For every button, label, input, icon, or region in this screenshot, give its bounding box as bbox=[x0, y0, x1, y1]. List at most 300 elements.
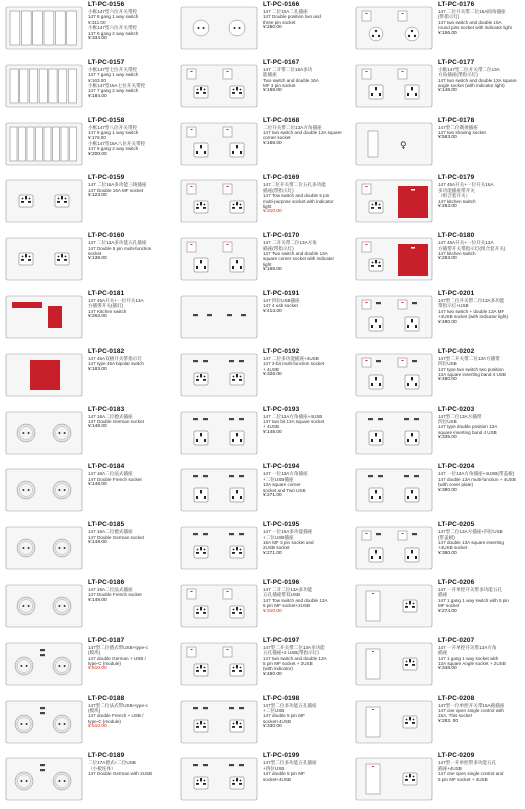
product-item bbox=[350, 231, 525, 289]
product-description-line: 147 kitchen switch bbox=[438, 251, 476, 256]
usb-port-shape bbox=[239, 764, 244, 766]
product-price: ¥:263.00 bbox=[438, 204, 457, 210]
product-description-line: round pins socket with indicator light bbox=[438, 25, 512, 31]
product-item bbox=[0, 751, 175, 809]
product-description-line: +二位USB插座 bbox=[263, 476, 294, 482]
mf-socket-shape bbox=[230, 373, 244, 385]
product-code: LT-PC-0203 bbox=[438, 405, 475, 413]
usb-port-shape bbox=[239, 533, 244, 535]
product-code: LT-PC-0193 bbox=[263, 405, 300, 413]
product-image bbox=[179, 467, 259, 513]
rocker-switch-shape bbox=[187, 127, 196, 137]
product-item bbox=[0, 173, 175, 231]
product-description-line: 147 two switch and double 15A bbox=[438, 19, 502, 25]
usb-port-shape bbox=[40, 707, 45, 709]
product-info bbox=[438, 637, 523, 673]
product-item bbox=[0, 405, 175, 463]
product-price: ¥:310.00 bbox=[263, 608, 282, 614]
product-description-line: (with cover plate) bbox=[438, 482, 473, 488]
product-code: LT-PC-0191 bbox=[263, 289, 300, 297]
product-price: ¥:250.00 bbox=[263, 25, 282, 31]
rocker-switch-shape bbox=[398, 300, 407, 309]
usb-port-shape bbox=[203, 764, 208, 766]
product-description-line: 五孔插座+2 USB(带指示灯) bbox=[263, 650, 319, 656]
product-description-line: 13A square inserting band 4 USB bbox=[438, 372, 506, 377]
mf-socket-shape bbox=[369, 201, 383, 213]
product-info bbox=[438, 117, 523, 142]
square-socket-shape bbox=[405, 375, 419, 389]
rocker-switch-shape bbox=[10, 69, 18, 103]
product-description-line: socket+4USB bbox=[263, 718, 291, 724]
usb-port-shape bbox=[229, 418, 234, 420]
rocker-switch-shape bbox=[223, 242, 232, 252]
usb-port-shape bbox=[412, 533, 417, 535]
rocker-switch-shape bbox=[366, 591, 380, 621]
product-description-line: 147 7 gang 1 way switch bbox=[88, 72, 139, 78]
product-image bbox=[4, 410, 84, 456]
rocker-switch-shape bbox=[223, 127, 232, 137]
bipolar-switch-shape bbox=[30, 360, 60, 390]
product-item bbox=[0, 520, 175, 578]
usb-port-shape bbox=[193, 314, 198, 316]
square-socket-shape bbox=[230, 431, 244, 445]
product-description-line: socket+4USB bbox=[263, 776, 291, 782]
product-description-line: square corner socket with indicator bbox=[263, 256, 334, 262]
product-description-line: 147 45A开关+一位开关13A bbox=[438, 240, 494, 246]
product-code: LT-PC-0204 bbox=[438, 463, 475, 471]
product-description-line: 147 一位13A方角插座 bbox=[263, 471, 308, 477]
product-info bbox=[88, 463, 173, 488]
product-info bbox=[88, 1, 173, 42]
product-image bbox=[4, 121, 84, 167]
rocker-switch-shape bbox=[55, 11, 65, 45]
round-socket-shape bbox=[229, 20, 245, 36]
product-description-line: +4USB socket bbox=[438, 545, 468, 551]
product-price: ¥:334.00 bbox=[88, 36, 107, 42]
product-image bbox=[354, 525, 434, 571]
product-description-line: 插座+4USB bbox=[438, 765, 462, 771]
product-description-line: 147型二位德式带USB+type-c bbox=[88, 644, 148, 650]
product-item bbox=[175, 347, 350, 405]
rocker-switch-shape bbox=[398, 531, 407, 540]
product-description-line: 147 45A开关+一位开关16A bbox=[438, 182, 494, 188]
product-code: LT-PC-0201 bbox=[438, 289, 475, 297]
product-description-line: 147 二位10A二孔插座 bbox=[263, 9, 308, 14]
product-description-line: socket bbox=[88, 251, 102, 256]
plate-shape bbox=[181, 758, 257, 800]
german-socket-shape bbox=[53, 481, 71, 499]
product-description-line: 147型二位多功能五孔插座 bbox=[263, 760, 317, 766]
product-description-line: 147 Double 16A MF socket bbox=[88, 187, 144, 193]
plate-shape bbox=[181, 469, 257, 511]
product-price: ¥:183.00 bbox=[88, 366, 107, 372]
product-code: LT-PC-0187 bbox=[88, 636, 125, 644]
usb-port-shape bbox=[40, 769, 45, 771]
mf-socket-shape bbox=[55, 195, 69, 207]
product-description-line: 147 二位16A多功能三线插座 bbox=[88, 182, 147, 188]
product-description-line: 147 Double German socket bbox=[88, 534, 144, 540]
mf-socket-shape bbox=[230, 546, 244, 558]
usb-port-shape bbox=[203, 707, 208, 709]
german-socket-shape bbox=[17, 481, 35, 499]
usb-port-shape bbox=[229, 475, 234, 477]
rocker-switch-shape bbox=[187, 589, 196, 599]
product-description-line: MF socket bbox=[438, 603, 460, 609]
mf-socket-shape bbox=[403, 716, 417, 728]
mf-socket-shape bbox=[194, 664, 208, 676]
product-code: LT-PC-0169 bbox=[263, 174, 300, 182]
rocker-switch-shape bbox=[362, 358, 371, 367]
product-description-line: 小框147型七位开关带控 bbox=[88, 66, 138, 72]
product-description-line: 147 16A二位法式插座 bbox=[88, 586, 133, 592]
product-description-line: 147型二开关带二位13A多功能 bbox=[263, 644, 325, 650]
product-price: ¥:263.00 bbox=[88, 314, 107, 320]
product-info bbox=[263, 290, 348, 315]
product-description-line: 147 一开单控开关带13A方角 bbox=[438, 644, 497, 650]
mf-socket-shape bbox=[230, 664, 244, 676]
mf-socket-shape bbox=[369, 259, 383, 271]
product-description-line: 2USB socket bbox=[263, 545, 290, 551]
mf-socket-shape bbox=[230, 777, 244, 789]
product-description-line: 147 double 13A square inserting bbox=[438, 539, 504, 545]
product-image bbox=[4, 699, 84, 745]
product-item bbox=[350, 347, 525, 405]
usb-port-shape bbox=[404, 418, 409, 420]
product-price: ¥:184.00 bbox=[88, 93, 107, 99]
usb-port-shape bbox=[40, 649, 45, 651]
product-item bbox=[350, 0, 525, 58]
product-description-line: three pin socket bbox=[263, 19, 296, 25]
product-description-line: 147 kitchen switch bbox=[438, 198, 476, 204]
product-image bbox=[354, 63, 434, 109]
rocker-switch-shape bbox=[187, 184, 196, 194]
shaver-socket-shape bbox=[368, 131, 378, 157]
product-description-line: 插座 bbox=[438, 650, 448, 656]
product-item bbox=[0, 0, 175, 58]
product-description-line: 147 1 gang 1 way switch with 5 pin bbox=[438, 597, 509, 603]
mf-socket-shape bbox=[194, 720, 208, 732]
product-description-line: (with indicator) bbox=[263, 666, 293, 672]
product-item bbox=[0, 462, 175, 520]
rocker-switch-shape bbox=[19, 127, 26, 161]
mf-socket-shape bbox=[194, 777, 208, 789]
mf-socket-shape bbox=[55, 253, 69, 265]
product-description-line: 插座 bbox=[438, 592, 448, 598]
usb-port-shape bbox=[378, 475, 383, 477]
usb-port-shape bbox=[40, 654, 45, 656]
product-description-line: 147 two switch and double 13A bbox=[263, 655, 327, 661]
rocker-switch-shape bbox=[44, 11, 54, 45]
product-code: LT-PC-0205 bbox=[438, 521, 475, 529]
product-info bbox=[88, 290, 173, 320]
product-code: LT-PC-0199 bbox=[263, 752, 300, 760]
product-price: ¥:146.00 bbox=[438, 88, 457, 94]
square-socket-shape bbox=[369, 431, 383, 445]
product-item bbox=[350, 751, 525, 809]
product-price: ¥:510.00 bbox=[88, 724, 107, 730]
product-description-line: + 4USB bbox=[263, 366, 279, 372]
product-price: ¥:510.00 bbox=[88, 666, 107, 672]
product-description-line: (模块) bbox=[88, 650, 101, 656]
mf-socket-shape bbox=[194, 546, 208, 558]
square-socket-shape bbox=[369, 317, 383, 331]
product-description-line: 147 二位13A方角插座+4USB bbox=[263, 413, 323, 419]
rocker-switch-shape bbox=[10, 11, 20, 45]
product-price: ¥:123.00 bbox=[88, 193, 107, 199]
mf-socket-shape bbox=[403, 773, 417, 785]
product-image bbox=[179, 699, 259, 745]
rocker-switch-shape bbox=[398, 358, 407, 367]
product-image bbox=[179, 583, 259, 629]
product-info bbox=[438, 232, 523, 262]
product-image bbox=[4, 178, 84, 224]
product-price: ¥:335.00 bbox=[438, 435, 457, 441]
usb-port-shape bbox=[239, 418, 244, 420]
product-code: LT-PC-0192 bbox=[263, 347, 300, 355]
square-socket-shape bbox=[405, 548, 419, 562]
product-price: ¥:480.00 bbox=[438, 377, 457, 383]
product-info bbox=[263, 579, 348, 615]
usb-port-shape bbox=[229, 707, 234, 709]
product-info bbox=[88, 59, 173, 100]
rocker-switch-shape bbox=[366, 707, 380, 737]
product-item bbox=[0, 694, 175, 752]
product-description-line: 147 double 5 pin MF bbox=[263, 771, 305, 777]
square-socket-shape bbox=[194, 258, 208, 272]
product-info bbox=[438, 463, 523, 493]
product-description-line: 147 Tow switch and double 5 pin bbox=[263, 193, 330, 199]
product-price: ¥:148.00 bbox=[263, 429, 282, 435]
product-info bbox=[88, 174, 173, 199]
product-item bbox=[175, 694, 350, 752]
product-description-line: 多功能插座带开关 bbox=[438, 187, 475, 193]
product-item bbox=[350, 173, 525, 231]
german-socket-shape bbox=[15, 715, 33, 733]
product-code: LT-PC-0185 bbox=[88, 521, 125, 529]
product-code: LT-PC-0189 bbox=[88, 752, 125, 760]
product-description-line: 147 double German + USB / bbox=[88, 655, 146, 661]
product-description-line: 小框147型六位开关带控 bbox=[88, 9, 138, 14]
product-item bbox=[0, 116, 175, 174]
product-description-line: Two switch and double 16A bbox=[263, 77, 319, 83]
rocker-switch-shape bbox=[67, 11, 77, 45]
rocker-switch-shape bbox=[29, 69, 37, 103]
rocker-switch-shape bbox=[36, 127, 43, 161]
product-code: LT-PC-0176 bbox=[438, 1, 475, 8]
rocker-switch-shape bbox=[362, 300, 371, 309]
rocker-switch-shape bbox=[362, 11, 371, 21]
product-item bbox=[350, 636, 525, 694]
product-image bbox=[354, 352, 434, 398]
product-image bbox=[179, 525, 259, 571]
mf-socket-shape bbox=[230, 201, 244, 213]
usb-port-shape bbox=[239, 475, 244, 477]
product-price: ¥:310.00 bbox=[263, 209, 282, 215]
product-item bbox=[350, 289, 525, 347]
product-description-line: 二位开关带二位13A方角插座 bbox=[263, 124, 322, 130]
product-description-line: 147 4 usb socket bbox=[263, 303, 298, 309]
product-price: ¥:263.00 bbox=[438, 256, 457, 262]
product-description-line: 147 type 45A bipolar switch bbox=[88, 361, 144, 367]
product-image bbox=[354, 294, 434, 340]
product-image bbox=[354, 5, 434, 51]
product-description-line: ¥:311.00 bbox=[88, 19, 106, 25]
product-image bbox=[354, 178, 434, 224]
product-description-line: 小框147型六位开关带控 bbox=[88, 25, 138, 31]
product-description-line: 147 two bit 13A square socket bbox=[263, 418, 325, 424]
kitchen-switch-shape bbox=[398, 244, 428, 276]
product-description-line: 147 6 gang 2 way switch bbox=[88, 30, 139, 36]
product-description-line: 五孔插座带双USB bbox=[263, 592, 301, 598]
product-code: LT-PC-0183 bbox=[88, 405, 125, 413]
product-image bbox=[4, 236, 84, 282]
usb-port-shape bbox=[193, 533, 198, 535]
product-image bbox=[4, 352, 84, 398]
product-description-line: 147 Double German with 2USB bbox=[88, 771, 153, 777]
product-image bbox=[179, 756, 259, 802]
product-description-line: 147 一开单控开关带多功能五孔 bbox=[438, 586, 503, 592]
plate-shape bbox=[356, 412, 432, 454]
product-description-line: 方插带开关带指示灯(组合套开关) bbox=[438, 245, 506, 251]
product-info bbox=[88, 232, 173, 262]
product-image bbox=[179, 63, 259, 109]
product-image bbox=[354, 410, 434, 456]
product-info bbox=[263, 521, 348, 557]
rocker-switch-shape bbox=[33, 11, 43, 45]
product-description-line: (模块) bbox=[88, 707, 101, 713]
product-description-line: +4USB socket (with indicator light) bbox=[438, 314, 509, 320]
product-code: LT-PC-0182 bbox=[88, 347, 125, 355]
mf-socket-shape bbox=[194, 373, 208, 385]
plate-shape bbox=[181, 7, 257, 49]
product-code: LT-PC-0158 bbox=[88, 116, 125, 124]
product-price: ¥:148.00 bbox=[88, 597, 107, 603]
product-image bbox=[354, 699, 434, 745]
product-description-line: 147 one open single control and bbox=[438, 771, 504, 777]
product-description-line: + 4USB bbox=[263, 424, 279, 430]
product-image bbox=[4, 641, 84, 687]
product-description-line: 四位USB bbox=[438, 361, 457, 367]
product-item bbox=[0, 289, 175, 347]
rocker-switch-shape bbox=[10, 127, 17, 161]
product-item bbox=[175, 751, 350, 809]
product-description-line: 147 8 gang 1 way switch bbox=[88, 130, 139, 135]
product-info bbox=[438, 521, 523, 557]
product-description-line: 5 pin MF socket + 2USB bbox=[263, 660, 313, 666]
mf-socket-shape bbox=[230, 606, 244, 618]
product-description-line: 147型二位13A方插座+四位USB bbox=[438, 529, 503, 535]
usb-port-shape bbox=[239, 707, 244, 709]
square-socket-shape bbox=[194, 488, 208, 502]
product-description-line: 15A. This socket bbox=[438, 713, 472, 719]
catalog-column bbox=[350, 0, 525, 809]
product-info bbox=[88, 521, 173, 546]
product-description-line: 147 Double 5 pin multi-function bbox=[88, 245, 152, 251]
square-socket-shape bbox=[369, 375, 383, 389]
product-description-line: 147 16A二位德式插座 bbox=[88, 413, 133, 419]
usb-port-shape bbox=[368, 475, 373, 477]
square-socket-shape bbox=[230, 488, 244, 502]
product-info bbox=[438, 695, 523, 725]
product-info bbox=[438, 579, 523, 615]
mf-socket-shape bbox=[194, 606, 208, 618]
plate-shape bbox=[181, 701, 257, 743]
product-description-line: 147 Double German socket bbox=[88, 418, 144, 424]
usb-port-shape bbox=[203, 475, 208, 477]
rocker-switch-shape bbox=[398, 11, 407, 21]
product-code: LT-PC-0178 bbox=[438, 116, 475, 124]
usb-port-shape bbox=[193, 475, 198, 477]
usb-port-shape bbox=[412, 360, 417, 362]
product-code: LT-PC-0206 bbox=[438, 578, 475, 586]
product-image bbox=[4, 294, 84, 340]
usb-port-shape bbox=[229, 764, 234, 766]
rocker-switch-shape bbox=[21, 11, 31, 45]
product-description-line: (带盖板) bbox=[438, 534, 455, 540]
plate-shape bbox=[181, 354, 257, 396]
product-code: LT-PC-0180 bbox=[438, 232, 475, 240]
product-price: ¥:271.00 bbox=[263, 550, 282, 556]
plate-shape bbox=[6, 238, 82, 280]
product-description-line: 147 double 5 pin MF bbox=[263, 713, 305, 719]
product-description-line: square inserting band 4 USB bbox=[438, 429, 497, 435]
product-description-line: +二位USB bbox=[263, 707, 285, 713]
usb-port-shape bbox=[376, 360, 381, 362]
square-socket-shape bbox=[405, 317, 419, 331]
product-code: LT-PC-0186 bbox=[88, 578, 125, 586]
rocker-switch-shape bbox=[362, 242, 371, 252]
product-info bbox=[438, 1, 523, 37]
product-item bbox=[175, 58, 350, 116]
square-socket-shape bbox=[405, 85, 419, 99]
rocker-switch-shape bbox=[223, 184, 232, 194]
product-image bbox=[4, 756, 84, 802]
product-description-line: 147型二位多功能五孔插座 bbox=[263, 702, 317, 708]
product-price: ¥:168.00 bbox=[263, 88, 282, 94]
product-description-line: (带指示灯) bbox=[438, 14, 460, 20]
product-image bbox=[354, 641, 434, 687]
product-item bbox=[350, 405, 525, 463]
product-image bbox=[4, 5, 84, 51]
product-description-line: 147 double French + USB / bbox=[88, 713, 144, 719]
product-description-line: type-C (module) bbox=[88, 660, 121, 666]
rocker-switch-shape bbox=[61, 127, 68, 161]
usb-port-shape bbox=[241, 314, 246, 316]
product-code: LT-PC-0157 bbox=[88, 58, 125, 66]
product-description-line: 147 two switch and double 13A square bbox=[438, 77, 517, 83]
product-info bbox=[263, 232, 348, 273]
usb-port-shape bbox=[203, 418, 208, 420]
usb-port-shape bbox=[229, 360, 234, 362]
product-item bbox=[0, 231, 175, 289]
product-description-line: 147 一位13A方角插座+4USB(带盖板) bbox=[438, 471, 515, 477]
product-image bbox=[179, 236, 259, 282]
product-info bbox=[88, 637, 173, 673]
usb-port-shape bbox=[239, 360, 244, 362]
product-item bbox=[175, 231, 350, 289]
product-code: LT-PC-0159 bbox=[88, 174, 125, 182]
product-info bbox=[263, 406, 348, 436]
usb-port-shape bbox=[227, 314, 232, 316]
product-image bbox=[354, 121, 434, 167]
german-socket-shape bbox=[53, 772, 71, 790]
rocker-switch-shape bbox=[223, 69, 232, 79]
product-info bbox=[263, 117, 348, 147]
product-description-line: multi-purpose socket with indicator bbox=[263, 198, 334, 204]
mf-socket-shape bbox=[230, 86, 244, 98]
plate-shape bbox=[356, 469, 432, 511]
product-item bbox=[350, 58, 525, 116]
